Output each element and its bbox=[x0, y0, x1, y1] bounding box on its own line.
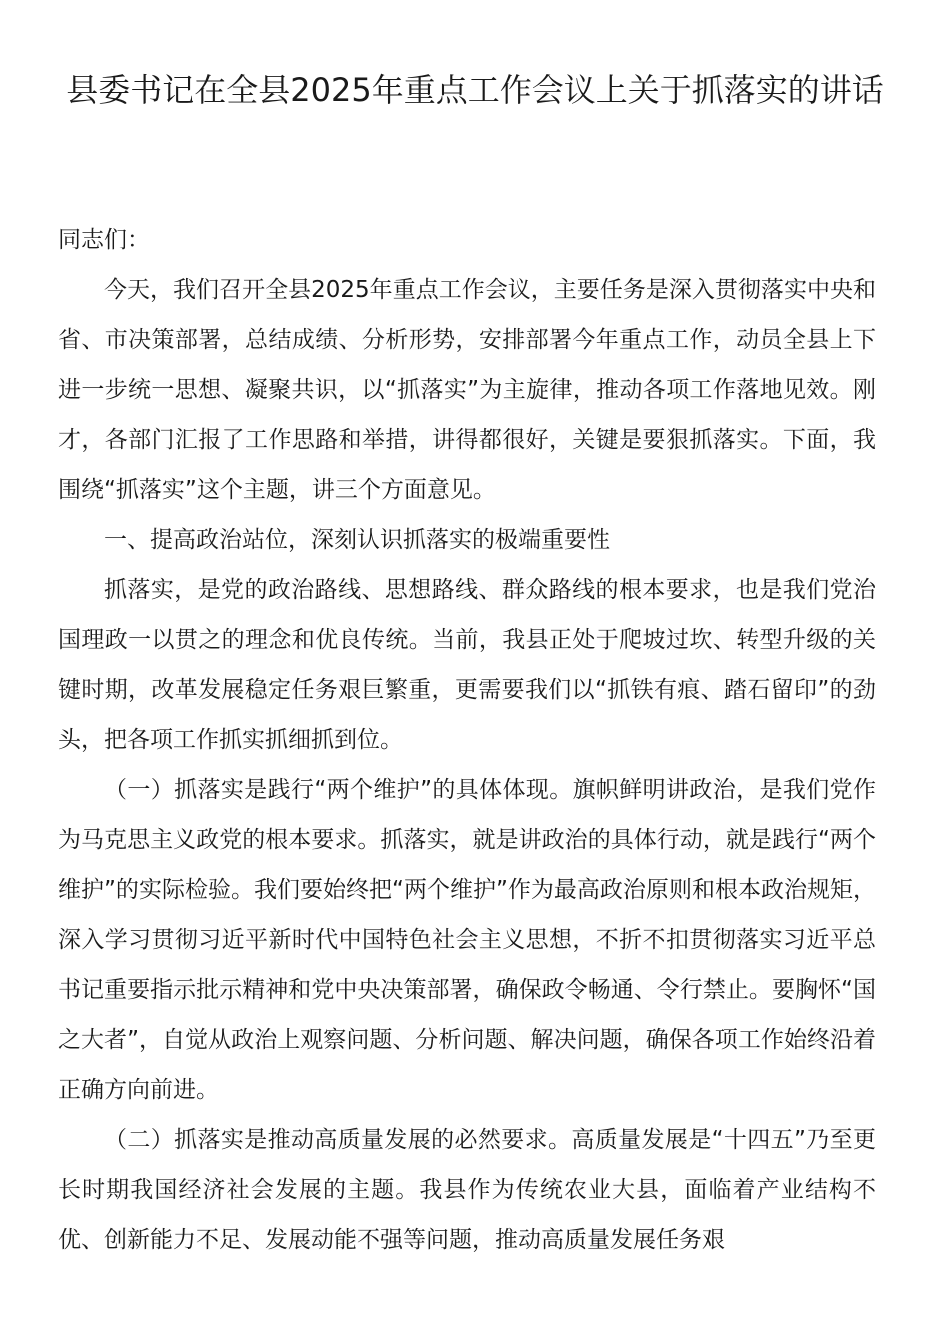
paragraph-subsection-2: （二）抓落实是推动高质量发展的必然要求。高质量发展是“十四五”乃至更长时期我国经济社会发展的主题。我县作为传统农业大县，面临着产业结构不优、创新能力不足、发展动能不强等问题，推动高质量发展任务艰 bbox=[58, 1127, 876, 1253]
paragraph-intro: 今天，我们召开全县2025年重点工作会议，主要任务是深入贯彻落实中央和省、市决策部署，总结成绩、分析形势，安排部署今年重点工作，动员全县上下进一步统一思想、凝聚共识，以“抓落实”为主旋律，推动各项工作落地见效。刚才，各部门汇报了工作思路和举措，讲得都很好，关键是要狠抓落实。下面，我围绕“抓落实”这个主题，讲三个方面意见。 bbox=[58, 277, 876, 503]
document-body bbox=[58, 215, 876, 1265]
section-heading-1: 一、提高政治站位，深刻认识抓落实的极端重要性 bbox=[104, 527, 610, 553]
paragraph-subsection-1: （一）抓落实是践行“两个维护”的具体体现。旗帜鲜明讲政治，是我们党作为马克思主义政党的根本要求。抓落实，就是讲政治的具体行动，就是践行“两个维护”的实际检验。我们要始终把“两个维护”作为最高政治原则和根本政治规矩，深入学习贯彻习近平新时代中国特色社会主义思想，不折不扣贯彻落实习近平总书记重要指示批示精神和党中央决策部署，确保政令畅通、令行禁止。要胸怀“国之大者”，自觉从政治上观察问题、分析问题、解决问题，确保各项工作始终沿着正确方向前进。 bbox=[58, 777, 876, 1103]
document-title: 县委书记在全县2025年重点工作会议上关于抓落实的讲话 bbox=[66, 71, 884, 109]
paragraph-section-1-intro: 抓落实，是党的政治路线、思想路线、群众路线的根本要求，也是我们党治国理政一以贯之的理念和优良传统。当前，我县正处于爬坡过坎、转型升级的关键时期，改革发展稳定任务艰巨繁重，更需要我们以“抓铁有痕、踏石留印”的劲头，把各项工作抓实抓细抓到位。 bbox=[58, 577, 876, 753]
salutation: 同志们： bbox=[58, 227, 150, 253]
